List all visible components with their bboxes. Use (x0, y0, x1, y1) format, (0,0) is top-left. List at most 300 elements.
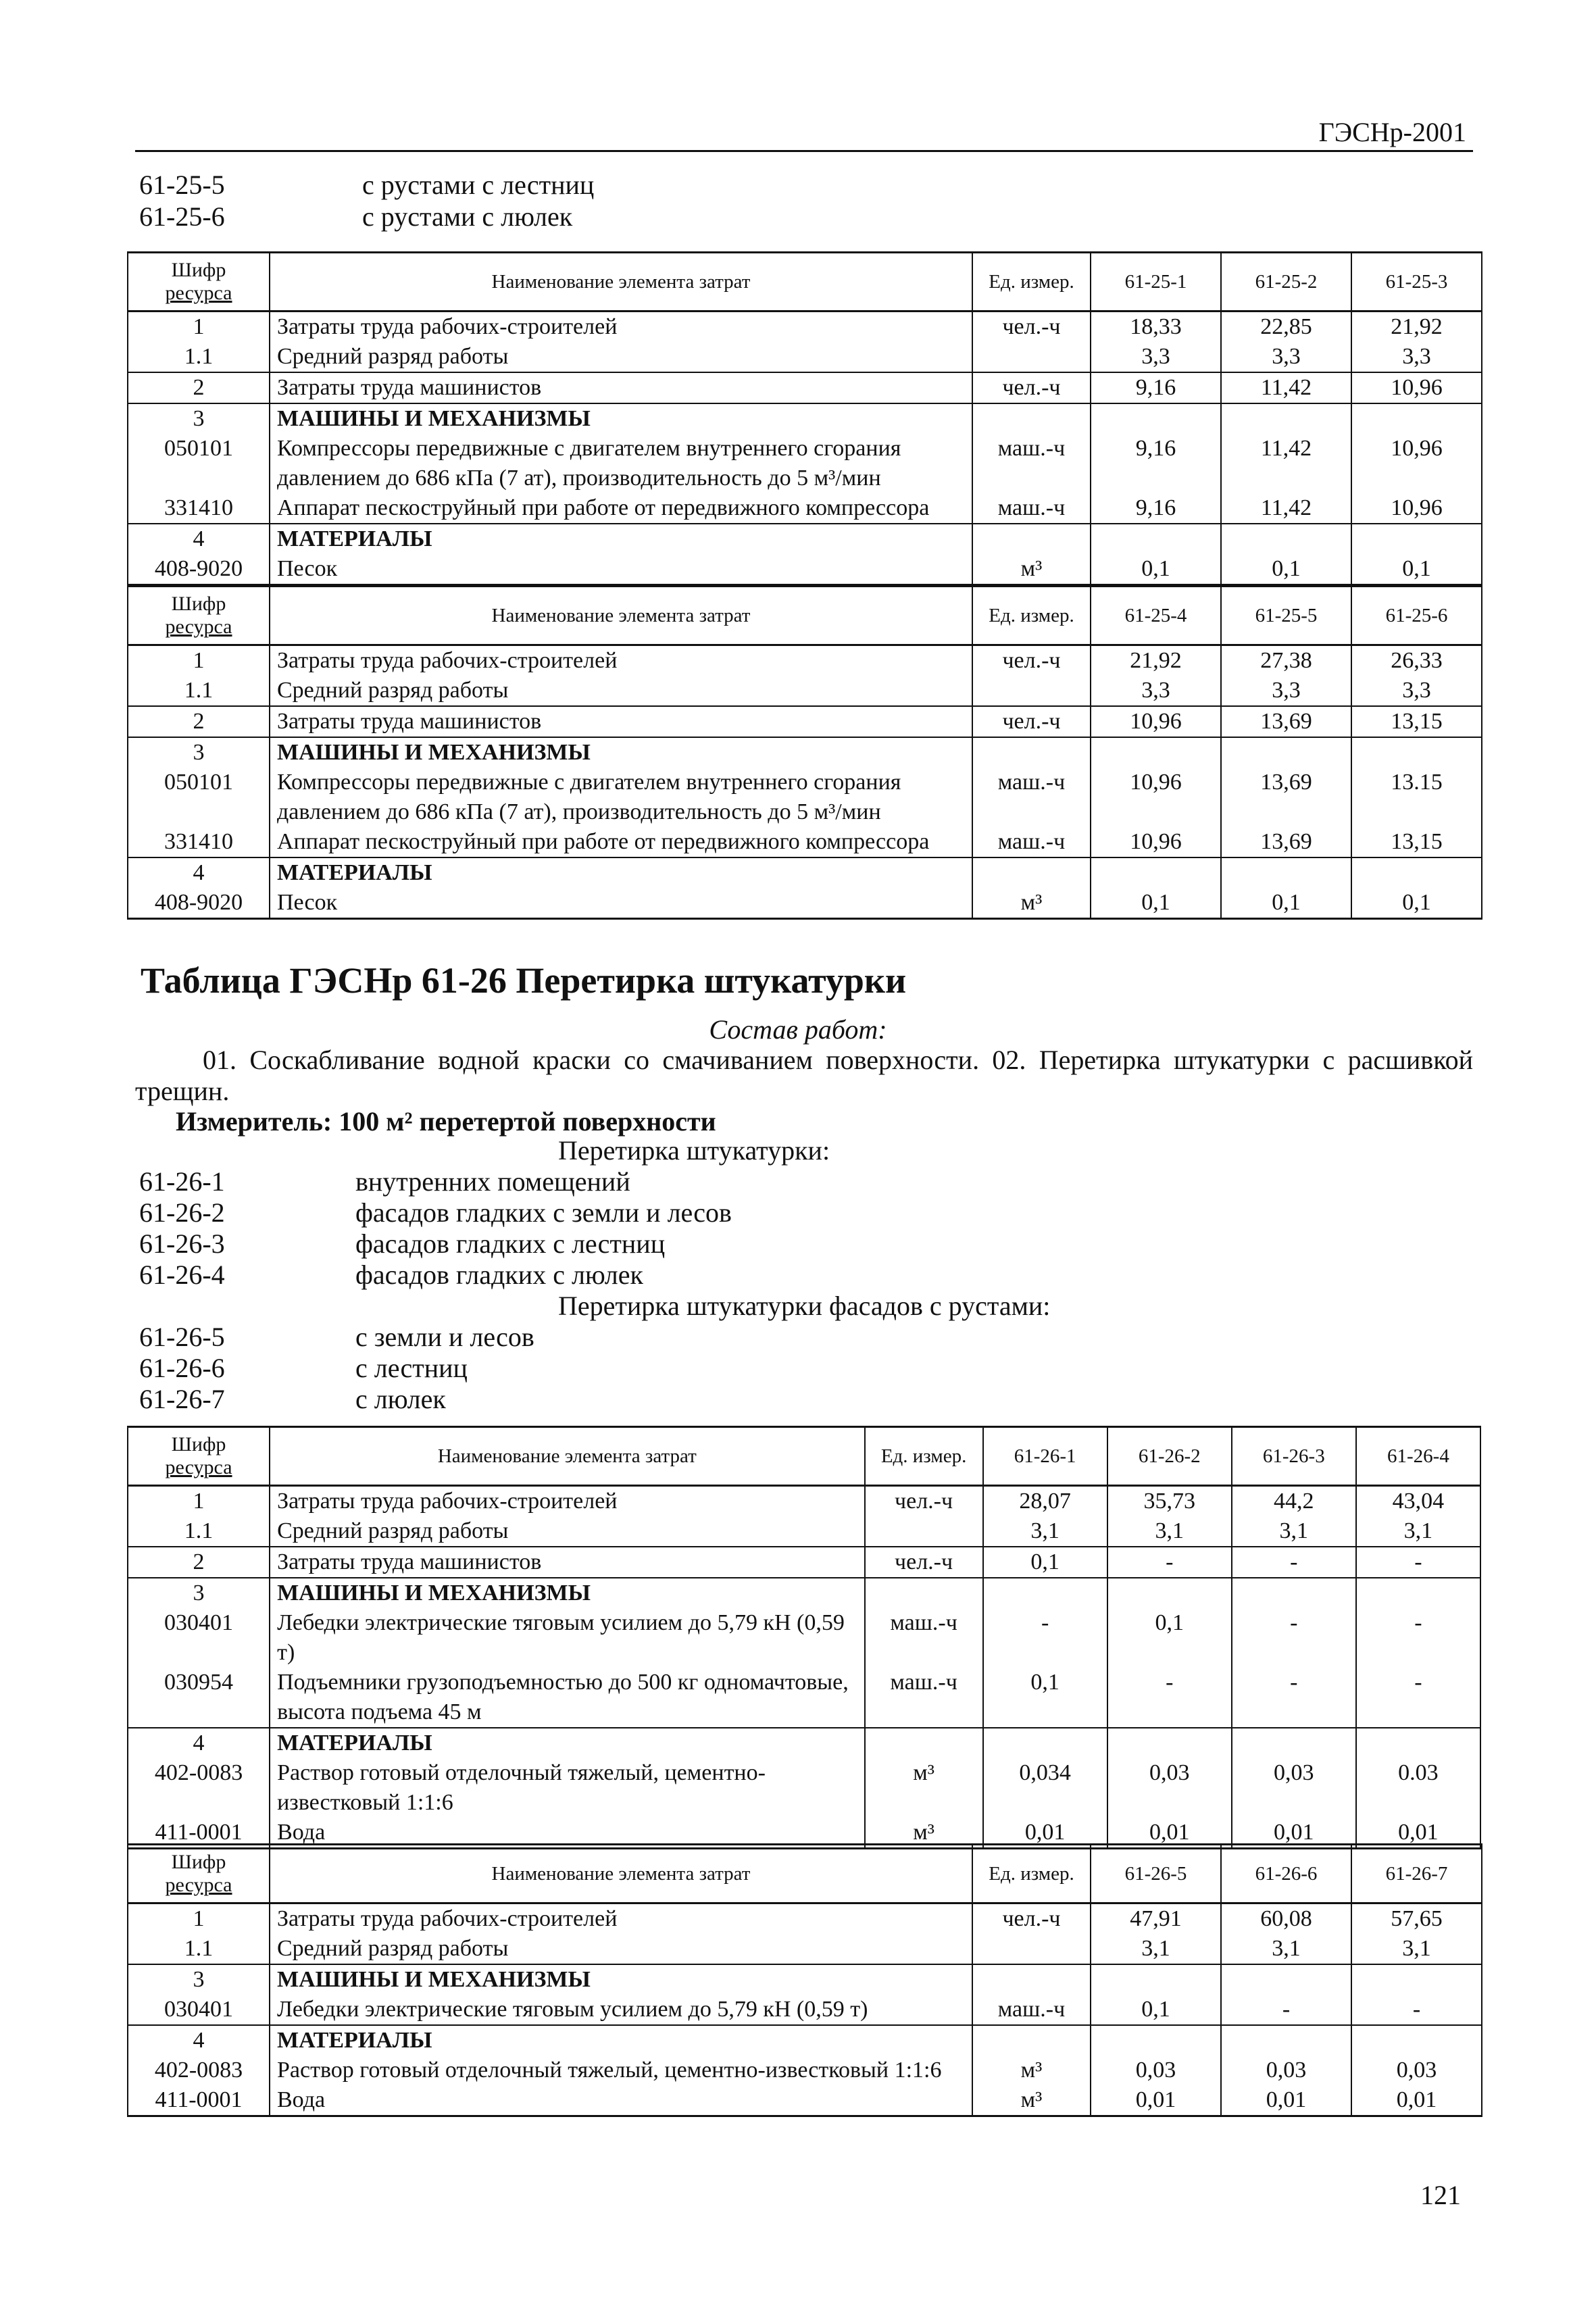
row-value: 0,1 (1351, 554, 1482, 585)
table-header (128, 1427, 1480, 1486)
list-item-code: 61-26-2 (139, 1197, 225, 1228)
row-value (1221, 403, 1351, 434)
row-name: Затраты труда машинистов (270, 372, 972, 403)
list-item-code: 61-25-6 (139, 201, 225, 232)
row-name: Затраты труда машинистов (270, 706, 972, 737)
list-subheading (135, 1291, 1473, 1322)
row-name: Средний разряд работы (270, 1934, 972, 1964)
row-value: 3,3 (1091, 342, 1221, 372)
row-cipher: 030401 (128, 1995, 270, 2025)
table-row (128, 1728, 1480, 1758)
row-value: 21,92 (1091, 645, 1221, 676)
row-unit (972, 524, 1091, 554)
list-item-text: фасадов гладких с земли и лесов (355, 1197, 732, 1228)
table-row (128, 1668, 1480, 1728)
row-value (1232, 1728, 1356, 1758)
table-row (128, 2085, 1482, 2116)
row-cipher: 331410 (128, 493, 270, 524)
header-norm-code: 61-25-2 (1221, 253, 1351, 312)
resource-table-61-25-4-6 (127, 585, 1482, 920)
row-name: МАШИНЫ И МЕХАНИЗМЫ (270, 1964, 972, 1995)
row-cipher: 050101 (128, 434, 270, 493)
row-value: 0,01 (1351, 2085, 1482, 2116)
header-norm-code: 61-25-1 (1091, 253, 1221, 312)
row-value: 3,1 (1221, 1934, 1351, 1964)
header-cipher-line: Шифр (171, 1851, 226, 1873)
table-row (128, 676, 1482, 706)
row-value (983, 1728, 1107, 1758)
row-unit: маш.-ч (972, 434, 1091, 493)
list-item (135, 1260, 1473, 1291)
row-unit: маш.-ч (972, 1995, 1091, 2025)
row-cipher: 2 (128, 372, 270, 403)
running-header (135, 115, 1473, 152)
row-value: 0,03 (1221, 2056, 1351, 2085)
row-name: Средний разряд работы (270, 342, 972, 372)
row-value: 10,96 (1351, 434, 1482, 493)
list-item-text: с люлек (355, 1384, 446, 1414)
row-unit: маш.-ч (865, 1608, 983, 1668)
row-name: МАТЕРИАЛЫ (270, 857, 972, 888)
row-value (1091, 403, 1221, 434)
row-name: Раствор готовый отделочный тяжелый, цементно-известковый 1:1:6 (270, 2056, 972, 2085)
row-value: 13,15 (1351, 827, 1482, 857)
table-row (128, 403, 1482, 434)
row-value (1221, 2025, 1351, 2056)
header-unit: Ед. измер. (865, 1427, 983, 1486)
table-row (128, 1934, 1482, 1964)
row-cipher: 050101 (128, 768, 270, 827)
work-composition-text: 01. Соскабливание водной краски со смачиванием поверхности. 02. Перетирка штукатурки с расшивкой трещин. (135, 1045, 1473, 1106)
row-unit (972, 1934, 1091, 1964)
row-value: 9,16 (1091, 372, 1221, 403)
row-name: Средний разряд работы (270, 1516, 864, 1547)
row-value: 10,96 (1091, 706, 1221, 737)
row-value: 10,96 (1351, 372, 1482, 403)
row-value: - (983, 1608, 1107, 1668)
row-unit (972, 737, 1091, 768)
list-item-code: 61-25-5 (139, 170, 225, 200)
table-row (128, 342, 1482, 372)
row-value: 43,04 (1356, 1486, 1480, 1517)
row-value: - (1107, 1547, 1232, 1578)
row-value: 11,42 (1221, 493, 1351, 524)
row-value: 3,1 (1107, 1516, 1232, 1547)
row-cipher: 1.1 (128, 676, 270, 706)
list-item-text: с лестниц (355, 1353, 468, 1383)
row-value (1091, 1964, 1221, 1995)
header-norm-code: 61-25-3 (1351, 253, 1482, 312)
row-value: 0.03 (1356, 1758, 1480, 1818)
table-body (128, 312, 1482, 585)
header-cipher (128, 1427, 270, 1486)
row-name: Раствор готовый отделочный тяжелый, цементно-известковый 1:1:6 (270, 1758, 864, 1818)
table-header-row (128, 1427, 1480, 1486)
row-cipher: 2 (128, 706, 270, 737)
row-name: Средний разряд работы (270, 676, 972, 706)
header-norm-code: 61-26-6 (1221, 1845, 1351, 1903)
row-unit: чел.-ч (972, 645, 1091, 676)
row-unit (865, 1516, 983, 1547)
row-value: 0,1 (1221, 888, 1351, 919)
row-value (1351, 737, 1482, 768)
row-value: 9,16 (1091, 434, 1221, 493)
table-header-row (128, 253, 1482, 312)
row-value: 3,1 (1232, 1516, 1356, 1547)
row-value: 0,1 (1107, 1608, 1232, 1668)
row-value: 3,3 (1091, 676, 1221, 706)
row-value (1221, 1964, 1351, 1995)
table-row (128, 857, 1482, 888)
row-value: 3,3 (1351, 342, 1482, 372)
row-cipher: 4 (128, 524, 270, 554)
header-norm-code: 61-25-5 (1221, 587, 1351, 645)
row-value: 13,15 (1351, 706, 1482, 737)
header-cipher-line: ресурса (165, 282, 232, 304)
row-cipher: 4 (128, 1728, 270, 1758)
row-cipher: 4 (128, 2025, 270, 2056)
row-cipher: 1.1 (128, 1934, 270, 1964)
row-name: Затраты труда рабочих-строителей (270, 312, 972, 343)
header-name: Наименование элемента затрат (270, 1845, 972, 1903)
header-norm-code: 61-26-1 (983, 1427, 1107, 1486)
header-unit: Ед. измер. (972, 587, 1091, 645)
header-unit: Ед. измер. (972, 253, 1091, 312)
resource-table-61-25-1-3 (127, 251, 1482, 586)
row-name: Песок (270, 888, 972, 919)
row-value: 18,33 (1091, 312, 1221, 343)
row-value (1221, 857, 1351, 888)
header-cipher-line: ресурса (165, 1874, 232, 1896)
section-title: Таблица ГЭСНр 61-26 Перетирка штукатурки (141, 960, 907, 1001)
table-body (128, 1486, 1480, 1849)
table-row (128, 645, 1482, 676)
row-cipher: 030401 (128, 1608, 270, 1668)
row-name: Вода (270, 1818, 864, 1849)
row-unit: м³ (972, 554, 1091, 585)
table-row (128, 888, 1482, 919)
row-value: - (1232, 1668, 1356, 1728)
row-cipher: 1.1 (128, 342, 270, 372)
row-unit: м³ (865, 1818, 983, 1849)
row-unit (972, 403, 1091, 434)
list-item-code (135, 1291, 355, 1322)
row-value: 27,38 (1221, 645, 1351, 676)
table-body (128, 1903, 1482, 2116)
row-value: 0,1 (983, 1668, 1107, 1728)
resource-table-61-26-1-4 (127, 1426, 1481, 1849)
header-cipher (128, 587, 270, 645)
table-header (128, 1845, 1482, 1903)
row-unit: м³ (865, 1758, 983, 1818)
row-name: МАТЕРИАЛЫ (270, 2025, 972, 2056)
row-name: Подъемники грузоподъемностью до 500 кг одномачтовые, высота подъема 45 м (270, 1668, 864, 1728)
row-cipher: 411-0001 (128, 1818, 270, 1849)
list-item-text: с рустами с люлек (362, 201, 573, 232)
table-row (128, 554, 1482, 585)
row-unit: маш.-ч (865, 1668, 983, 1728)
list-item-code: 61-26-7 (139, 1384, 225, 1414)
row-cipher: 402-0083 (128, 1758, 270, 1818)
row-value: 0,01 (1221, 2085, 1351, 2116)
table-row (128, 372, 1482, 403)
row-cipher: 3 (128, 1578, 270, 1608)
row-name: Затраты труда машинистов (270, 1547, 864, 1578)
header-cipher-line: Шифр (171, 593, 226, 615)
row-cipher: 2 (128, 1547, 270, 1578)
list-item (135, 1228, 1473, 1260)
table-row (128, 706, 1482, 737)
header-cipher-line: Шифр (171, 1433, 226, 1455)
row-cipher: 3 (128, 1964, 270, 1995)
row-name: Вода (270, 2085, 972, 2116)
row-value: - (1232, 1608, 1356, 1668)
row-value: - (1351, 1995, 1482, 2025)
row-value: 0,1 (1221, 554, 1351, 585)
row-value: 0,1 (1091, 554, 1221, 585)
row-value: 0,03 (1107, 1758, 1232, 1818)
table-row (128, 1516, 1480, 1547)
row-value: 9,16 (1091, 493, 1221, 524)
row-value: - (1356, 1608, 1480, 1668)
row-unit (972, 342, 1091, 372)
row-value (1221, 737, 1351, 768)
row-cipher: 408-9020 (128, 888, 270, 919)
row-value: 11,42 (1221, 434, 1351, 493)
row-name: Лебедки электрические тяговым усилием до 5,79 кН (0,59 т) (270, 1995, 972, 2025)
list-item-code (135, 1135, 355, 1166)
work-composition-label: Состав работ: (709, 1014, 887, 1045)
row-value: 11,42 (1221, 372, 1351, 403)
table-header-row (128, 587, 1482, 645)
row-value: - (1107, 1668, 1232, 1728)
row-value (1091, 737, 1221, 768)
row-value (1351, 2025, 1482, 2056)
row-unit: м³ (972, 2056, 1091, 2085)
table-row (128, 768, 1482, 827)
table-row (128, 1547, 1480, 1578)
row-value (1091, 857, 1221, 888)
row-name: Затраты труда рабочих-строителей (270, 645, 972, 676)
row-value: - (1356, 1668, 1480, 1728)
header-cipher-line: ресурса (165, 1456, 232, 1478)
row-unit: м³ (972, 888, 1091, 919)
table-row (128, 1578, 1480, 1608)
row-unit (972, 2025, 1091, 2056)
list-item (135, 1384, 1473, 1415)
list-item (135, 1197, 1473, 1228)
header-name: Наименование элемента затрат (270, 1427, 864, 1486)
row-value: 0,034 (983, 1758, 1107, 1818)
row-value: 0,03 (1091, 2056, 1221, 2085)
header-norm-code: 61-25-6 (1351, 587, 1482, 645)
header-norm-code: 61-26-3 (1232, 1427, 1356, 1486)
row-value: 35,73 (1107, 1486, 1232, 1517)
row-unit: чел.-ч (865, 1547, 983, 1578)
row-value (1232, 1578, 1356, 1608)
row-unit: чел.-ч (972, 312, 1091, 343)
row-value: 0,01 (983, 1818, 1107, 1849)
row-value: 3,3 (1351, 676, 1482, 706)
row-value: 3,1 (1356, 1516, 1480, 1547)
row-value (1356, 1728, 1480, 1758)
row-cipher: 331410 (128, 827, 270, 857)
intro-list (135, 169, 1473, 232)
table-row (128, 1903, 1482, 1935)
row-value (1107, 1578, 1232, 1608)
list-item-code: 61-26-5 (139, 1322, 225, 1352)
header-cipher-line: Шифр (171, 259, 226, 281)
row-value (1351, 1964, 1482, 1995)
header-cipher (128, 253, 270, 312)
row-value: 13,69 (1221, 768, 1351, 827)
row-value (1221, 524, 1351, 554)
list-item (135, 1353, 1473, 1384)
row-value: 28,07 (983, 1486, 1107, 1517)
row-name: Аппарат пескоструйный при работе от передвижного компрессора (270, 827, 972, 857)
row-value: 13,69 (1221, 706, 1351, 737)
row-value: 0,03 (1232, 1758, 1356, 1818)
row-unit: чел.-ч (865, 1486, 983, 1517)
row-unit (865, 1578, 983, 1608)
list-item (135, 1322, 1473, 1353)
row-value: 10,96 (1091, 827, 1221, 857)
row-value: 0,1 (1091, 1995, 1221, 2025)
row-value: 22,85 (1221, 312, 1351, 343)
row-cipher: 1.1 (128, 1516, 270, 1547)
header-name: Наименование элемента затрат (270, 587, 972, 645)
table-row (128, 524, 1482, 554)
header-norm-code: 61-26-7 (1351, 1845, 1482, 1903)
list-item-text: Перетирка штукатурки фасадов с рустами: (558, 1291, 1051, 1321)
row-value (1107, 1728, 1232, 1758)
row-cipher: 411-0001 (128, 2085, 270, 2116)
row-cipher: 1 (128, 1486, 270, 1517)
table-row (128, 827, 1482, 857)
list-item-text: с рустами с лестниц (362, 170, 595, 200)
row-value (983, 1578, 1107, 1608)
row-value: 3,3 (1221, 676, 1351, 706)
table-row (128, 737, 1482, 768)
row-cipher: 1 (128, 312, 270, 343)
row-name: МАШИНЫ И МЕХАНИЗМЫ (270, 1578, 864, 1608)
row-value: 0,1 (1091, 888, 1221, 919)
row-name: Аппарат пескоструйный при работе от передвижного компрессора (270, 493, 972, 524)
row-value: 10,96 (1091, 768, 1221, 827)
row-name: МАШИНЫ И МЕХАНИЗМЫ (270, 737, 972, 768)
row-value (1091, 524, 1221, 554)
header-name: Наименование элемента затрат (270, 253, 972, 312)
row-value (1091, 2025, 1221, 2056)
row-cipher: 3 (128, 737, 270, 768)
header-norm-code: 61-26-5 (1091, 1845, 1221, 1903)
header-cipher-line: ресурса (165, 616, 232, 638)
list-item (135, 169, 1473, 201)
list-item-text: Перетирка штукатурки: (558, 1135, 830, 1166)
row-value (1351, 524, 1482, 554)
resource-table-61-26-5-7 (127, 1843, 1482, 2117)
row-cipher: 3 (128, 403, 270, 434)
row-value: 0,03 (1351, 2056, 1482, 2085)
list-subheading (135, 1135, 1473, 1166)
row-cipher: 408-9020 (128, 554, 270, 585)
list-item-code: 61-26-6 (139, 1353, 225, 1383)
list-item-text: фасадов гладких с люлек (355, 1260, 643, 1290)
row-name: Компрессоры передвижные с двигателем внутреннего сгорания давлением до 686 кПа (7 ат), производительность до 5 м³/мин (270, 768, 972, 827)
list-item (135, 201, 1473, 232)
row-value: - (1232, 1547, 1356, 1578)
row-value: 3,3 (1221, 342, 1351, 372)
row-value: 57,65 (1351, 1903, 1482, 1935)
row-value: 47,91 (1091, 1903, 1221, 1935)
row-value: 60,08 (1221, 1903, 1351, 1935)
row-unit: чел.-ч (972, 706, 1091, 737)
row-value: 21,92 (1351, 312, 1482, 343)
header-cipher (128, 1845, 270, 1903)
row-cipher: 402-0083 (128, 2056, 270, 2085)
table-row (128, 2056, 1482, 2085)
row-value: 26,33 (1351, 645, 1482, 676)
row-unit (972, 857, 1091, 888)
header-unit: Ед. измер. (972, 1845, 1091, 1903)
row-unit: чел.-ч (972, 1903, 1091, 1935)
row-cipher: 1 (128, 645, 270, 676)
header-norm-code: 61-25-4 (1091, 587, 1221, 645)
row-name: Затраты труда рабочих-строителей (270, 1903, 972, 1935)
row-unit (972, 676, 1091, 706)
row-name: Лебедки электрические тяговым усилием до 5,79 кН (0,59 т) (270, 1608, 864, 1668)
table-row (128, 434, 1482, 493)
row-value: 13.15 (1351, 768, 1482, 827)
table-header (128, 587, 1482, 645)
row-value: 10,96 (1351, 493, 1482, 524)
row-value: 0,1 (1351, 888, 1482, 919)
list-item-text: с земли и лесов (355, 1322, 534, 1352)
row-unit: чел.-ч (972, 372, 1091, 403)
row-value: 0,01 (1356, 1818, 1480, 1849)
table-row (128, 1608, 1480, 1668)
row-unit: маш.-ч (972, 768, 1091, 827)
table-row (128, 2025, 1482, 2056)
list-item-code: 61-26-3 (139, 1228, 225, 1259)
table-row (128, 1486, 1480, 1517)
row-unit (972, 1964, 1091, 1995)
norm-list (135, 1135, 1473, 1415)
row-value: 0,01 (1091, 2085, 1221, 2116)
row-name: Песок (270, 554, 972, 585)
document-code: ГЭСНр-2001 (1318, 117, 1466, 147)
header-norm-code: 61-26-4 (1356, 1427, 1480, 1486)
list-item-code: 61-26-4 (139, 1260, 225, 1290)
table-row (128, 312, 1482, 343)
row-value: 44,2 (1232, 1486, 1356, 1517)
row-cipher: 030954 (128, 1668, 270, 1728)
table-row (128, 1758, 1480, 1818)
row-value (1356, 1578, 1480, 1608)
row-value: 0,1 (983, 1547, 1107, 1578)
page-number: 121 (1420, 2180, 1461, 2210)
list-item-text: фасадов гладких с лестниц (355, 1228, 666, 1259)
list-item-text: внутренних помещений (355, 1166, 630, 1197)
row-value: 0,01 (1107, 1818, 1232, 1849)
row-name: МАШИНЫ И МЕХАНИЗМЫ (270, 403, 972, 434)
table-body (128, 645, 1482, 919)
row-value: - (1356, 1547, 1480, 1578)
row-unit: м³ (972, 2085, 1091, 2116)
measurement-unit: Измеритель: 100 м² перетертой поверхности (176, 1106, 716, 1137)
table-row (128, 1995, 1482, 2025)
row-value (1351, 857, 1482, 888)
